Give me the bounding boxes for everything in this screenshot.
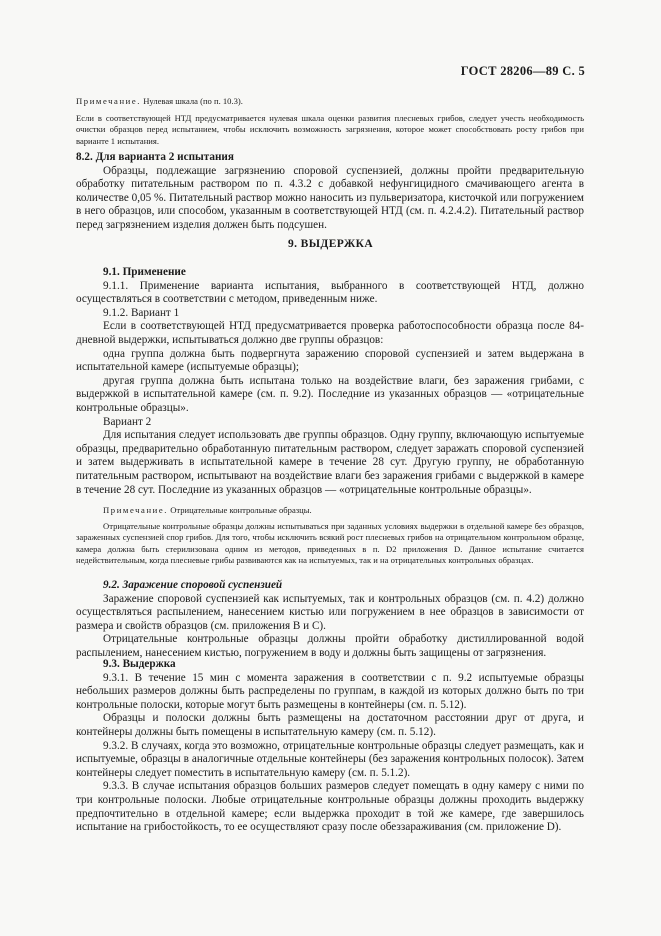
paragraph: Если в соответствующей НТД предусматривается проверка работоспособности образца после 84-дневной выдержки, испытываться должно две группы образцов: [76, 320, 584, 346]
section-9-1 [76, 266, 584, 497]
section-9-2 [76, 579, 584, 661]
paragraph: Заражение споровой суспензией как испытуемых, так и контрольных образцов (см. п. 4.2) должно осуществляться распылением, нанесением кистью или погружением в нее образцов в зависимости от размера и свойств образцов (см. приложения В и С). [76, 592, 584, 632]
note-body: Если в соответствующей НТД предусматривается нулевая шкала оценки развития плесневых грибов, следует учесть необходимость очистки образцов перед испытанием, чтобы исключить возможность загрязнения, которое может способствовать росту грибов при варианте 1 испытания. [76, 112, 584, 146]
note-body: Отрицательные контрольные образцы должны испытываться при заданных условиях выдержки в отдельной камере без образцов, зараженных суспензией спор грибов. Для того, чтобы исключить всякий рост плесневых грибов на отрицательном контрольном образце, камера должна быть стерилизована одним из методов, приведенных в п. D2 приложения D. Данное испытание считается недействительным, когда плесневые грибы развиваются как на испытуемых, так и на отрицательных контрольных образцах. [76, 520, 584, 565]
section-heading: 9.3. Выдержка [103, 658, 176, 670]
paragraph: Отрицательные контрольные образцы должны пройти обработку дистиллированной водой распылением, нанесением кистью, погружением в воду и должны быть защищены от загрязнения. [76, 633, 584, 659]
paragraph-9-3-3: 9.3.3. В случае испытания образцов больших размеров следует помещать в одну камеру с ними по три контрольные полоски. Любые отрицательные контрольные образцы должны проходить выдержку предпочтительно в отдельной камере; если выдержка проходит в той же камере, где завершилось испытание на грибостойкость, то ее осуществляют сразу после обеззараживания (см. приложение D). [76, 780, 584, 834]
note-title: Нулевая шкала (по п. 10.3). [141, 96, 243, 106]
note-heading [76, 505, 584, 517]
section-heading: 8.2. Для варианта 2 испытания [76, 151, 234, 163]
note-label: Примечание. [76, 96, 142, 106]
section-heading: 9.1. Применение [103, 266, 186, 278]
paragraph: другая группа должна быть испытана только на воздействие влаги, без заражения грибами, с выдержкой в испытательной камере (см. п. 9.2). Последние из указанных образцов — «отрицательные контрольные образцы». [76, 374, 584, 414]
section-heading: 9.2. Заражение споровой суспензией [103, 579, 283, 591]
paragraph-9-1-1: 9.1.1. Применение варианта испытания, выбранного в соответствующей НТД, должно осуществляться в соответствии с методом, приведенным ниже. [76, 279, 584, 306]
variant-heading: Вариант 2 [103, 415, 152, 428]
section-9-3 [76, 658, 584, 835]
page-header: ГОСТ 28206—89 С. 5 [460, 64, 585, 78]
note-heading [76, 96, 584, 108]
section-8-2 [76, 151, 584, 233]
paragraph-9-3-1: 9.3.1. В течение 15 мин с момента заражения в соответствии с п. 9.2 испытуемые образцы небольших размеров должны быть распределены по группам, в каждой из которых должно быть по три контрольные полоски, которые могут быть размещены в контейнеры (см. п. 5.12). [76, 671, 584, 711]
paragraph-9-1-2: 9.1.2. Вариант 1 [103, 306, 180, 319]
paragraph: Для испытания следует использовать две группы образцов. Одну группу, включающую испытуемые образцы, предварительно обработанную питательным раствором, следует заражать споровой суспензией и затем выдерживать в испытательной камере в течение 28 сут. Другую группу, не обработанную питательным раствором, испытывают на воздействие влаги без заражения грибами с выдержкой в камере в течение 28 сут. Последние из указанных образцов — «отрицательные контрольные образцы». [76, 429, 584, 496]
paragraph: одна группа должна быть подвергнута заражению споровой суспензией и затем выдержана в испытательной камере (испытуемые образцы); [76, 347, 584, 374]
note-zero-scale [76, 96, 584, 147]
paragraph-9-3-2: 9.3.2. В случаях, когда это возможно, отрицательные контрольные образцы следует размещать, как и испытуемые, образцы в аналогичные отдельные контейнеры (без заражения контрольных полосок). Затем контейнеры следует поместить в испытательную камеру (см. п. 5.1.2). [76, 739, 584, 779]
paragraph: Образцы и полоски должны быть размещены на достаточном расстоянии друг от друга, и контейнеры должны быть помещены в испытательную камеру (см. п. 5.12). [76, 712, 584, 738]
note-negative-controls [76, 505, 584, 567]
section-title: 9. ВЫДЕРЖКА [287, 238, 374, 250]
note-title: Отрицательные контрольные образцы. [168, 505, 312, 515]
paragraph: Образцы, подлежащие загрязнению споровой суспензией, должны пройти предварительную обработку питательным раствором по п. 4.3.2 с добавкой нефунгицидного смачивающего агента в количестве 0,05 %. Питательный раствор можно наносить из пульверизатора, кисточкой или погружением в него образцов, или способом, указанным в соответствующей НТД (см. п. 4.2.4.2). Питательный раствор перед загрязнением изделия должен быть подсушен. [76, 164, 584, 231]
note-label: Примечание. [103, 505, 169, 515]
